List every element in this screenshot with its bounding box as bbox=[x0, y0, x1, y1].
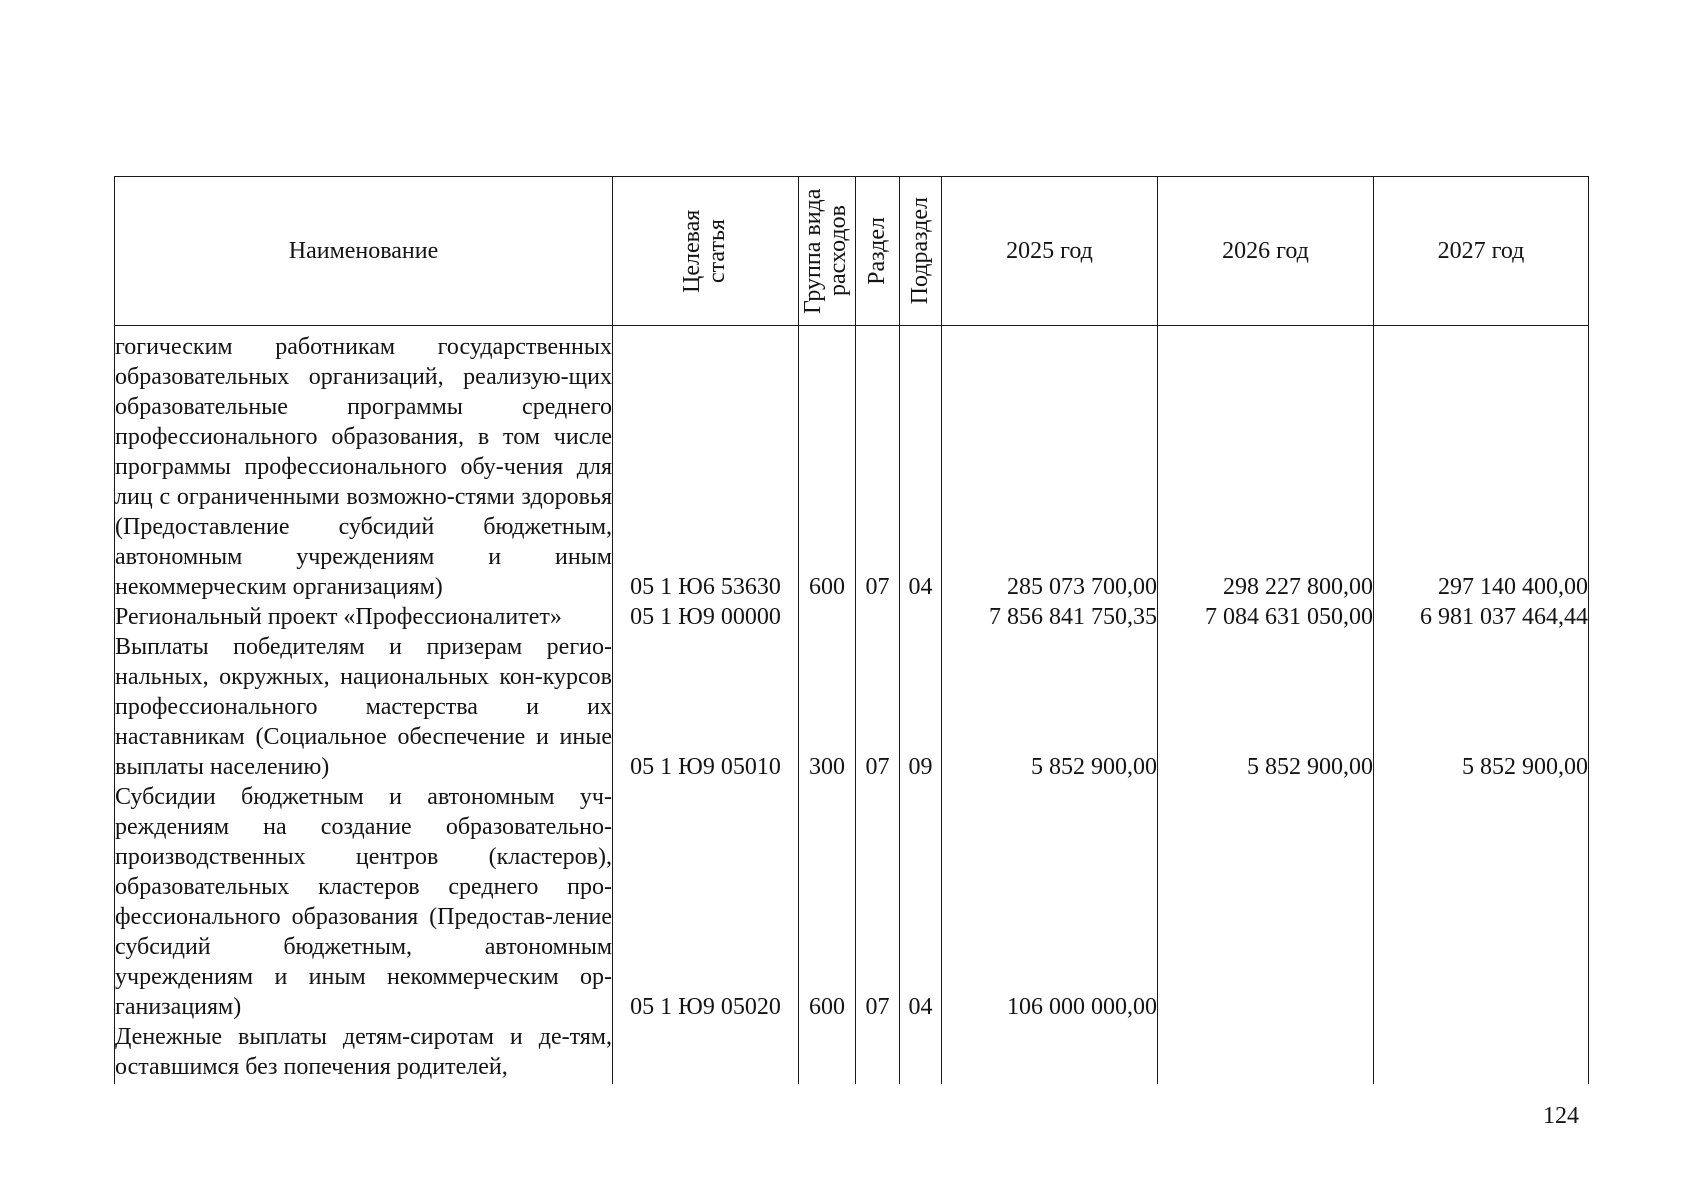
table-row bbox=[115, 1022, 1589, 1084]
row-amount-2026: 298 227 800,00 bbox=[1158, 326, 1374, 603]
row-amount-2025: 5 852 900,00 bbox=[942, 632, 1158, 782]
header-expense-group: Группа вида расходов bbox=[799, 177, 856, 326]
row-name: гогическим работникам государственных образовательных организаций, реализую-щих образовательные программы среднего профессионального образования, в том числе программы профессионального обу-чения для лиц с ограниченными возможно-стями здоровья (Предоставление субсидий бюджетным, автономным учреждениям и иным некоммерческим организациям) bbox=[115, 326, 613, 603]
row-amount-2025 bbox=[942, 1022, 1158, 1084]
row-amount-2027: 297 140 400,00 bbox=[1374, 326, 1589, 603]
row-section: 07 bbox=[856, 782, 900, 1022]
row-target-article: 05 1 Ю6 53630 bbox=[613, 326, 799, 603]
row-expense-group: 600 bbox=[799, 782, 856, 1022]
row-target-article: 05 1 Ю9 00000 bbox=[613, 602, 799, 632]
row-amount-2026: 7 084 631 050,00 bbox=[1158, 602, 1374, 632]
row-amount-2025: 285 073 700,00 bbox=[942, 326, 1158, 603]
table-header-row bbox=[115, 177, 1589, 326]
table-row bbox=[115, 782, 1589, 1022]
table-row bbox=[115, 326, 1589, 603]
row-section: 07 bbox=[856, 326, 900, 603]
row-subsection: 04 bbox=[900, 782, 942, 1022]
page-number: 124 bbox=[1543, 1103, 1579, 1129]
row-section bbox=[856, 1022, 900, 1084]
row-amount-2025: 7 856 841 750,35 bbox=[942, 602, 1158, 632]
row-amount-2027: 6 981 037 464,44 bbox=[1374, 602, 1589, 632]
row-expense-group: 300 bbox=[799, 632, 856, 782]
row-amount-2026 bbox=[1158, 782, 1374, 1022]
row-expense-group bbox=[799, 1022, 856, 1084]
row-section: 07 bbox=[856, 632, 900, 782]
row-name: Выплаты победителям и призерам регио-нальных, окружных, национальных кон-курсов профессионального мастерства и их наставникам (Социальное обеспечение и иные выплаты населению) bbox=[115, 634, 612, 780]
row-subsection bbox=[900, 602, 942, 632]
row-name: Субсидии бюджетным и автономным уч-реждениям на создание образовательно-производственных центров (кластеров), образовательных кластеров среднего про-фессионального образования (Предостав-ление субсидий бюджетным, автономным учреждениям и иным некоммерческим ор-ганизациям) bbox=[115, 784, 612, 1020]
row-amount-2027 bbox=[1374, 1022, 1589, 1084]
table-row bbox=[115, 602, 1589, 632]
header-section: Раздел bbox=[856, 177, 900, 326]
row-amount-2027: 5 852 900,00 bbox=[1374, 632, 1589, 782]
header-year-2026: 2026 год bbox=[1158, 177, 1374, 326]
row-amount-2027 bbox=[1374, 782, 1589, 1022]
table-row bbox=[115, 632, 1589, 782]
row-target-article: 05 1 Ю9 05010 bbox=[613, 632, 799, 782]
row-amount-2025: 106 000 000,00 bbox=[942, 782, 1158, 1022]
header-year-2027: 2027 год bbox=[1374, 177, 1589, 326]
row-subsection: 09 bbox=[900, 632, 942, 782]
row-name: Денежные выплаты детям-сиротам и де-тям, оставшимся без попечения родителей, bbox=[115, 1022, 613, 1084]
row-subsection bbox=[900, 1022, 942, 1084]
row-name: Региональный проект «Профессионалитет» bbox=[115, 602, 613, 632]
row-amount-2026 bbox=[1158, 1022, 1374, 1084]
row-subsection: 04 bbox=[900, 326, 942, 603]
header-year-2025: 2025 год bbox=[942, 177, 1158, 326]
row-section bbox=[856, 602, 900, 632]
row-target-article: 05 1 Ю9 05020 bbox=[613, 782, 799, 1022]
budget-table bbox=[114, 176, 1589, 1084]
row-expense-group bbox=[799, 602, 856, 632]
row-target-article bbox=[613, 1022, 799, 1084]
row-amount-2026: 5 852 900,00 bbox=[1158, 632, 1374, 782]
header-target-article: Целевая статья bbox=[613, 177, 799, 326]
header-subsection: Подраздел bbox=[900, 177, 942, 326]
row-expense-group: 600 bbox=[799, 326, 856, 603]
header-name: Наименование bbox=[115, 177, 613, 326]
